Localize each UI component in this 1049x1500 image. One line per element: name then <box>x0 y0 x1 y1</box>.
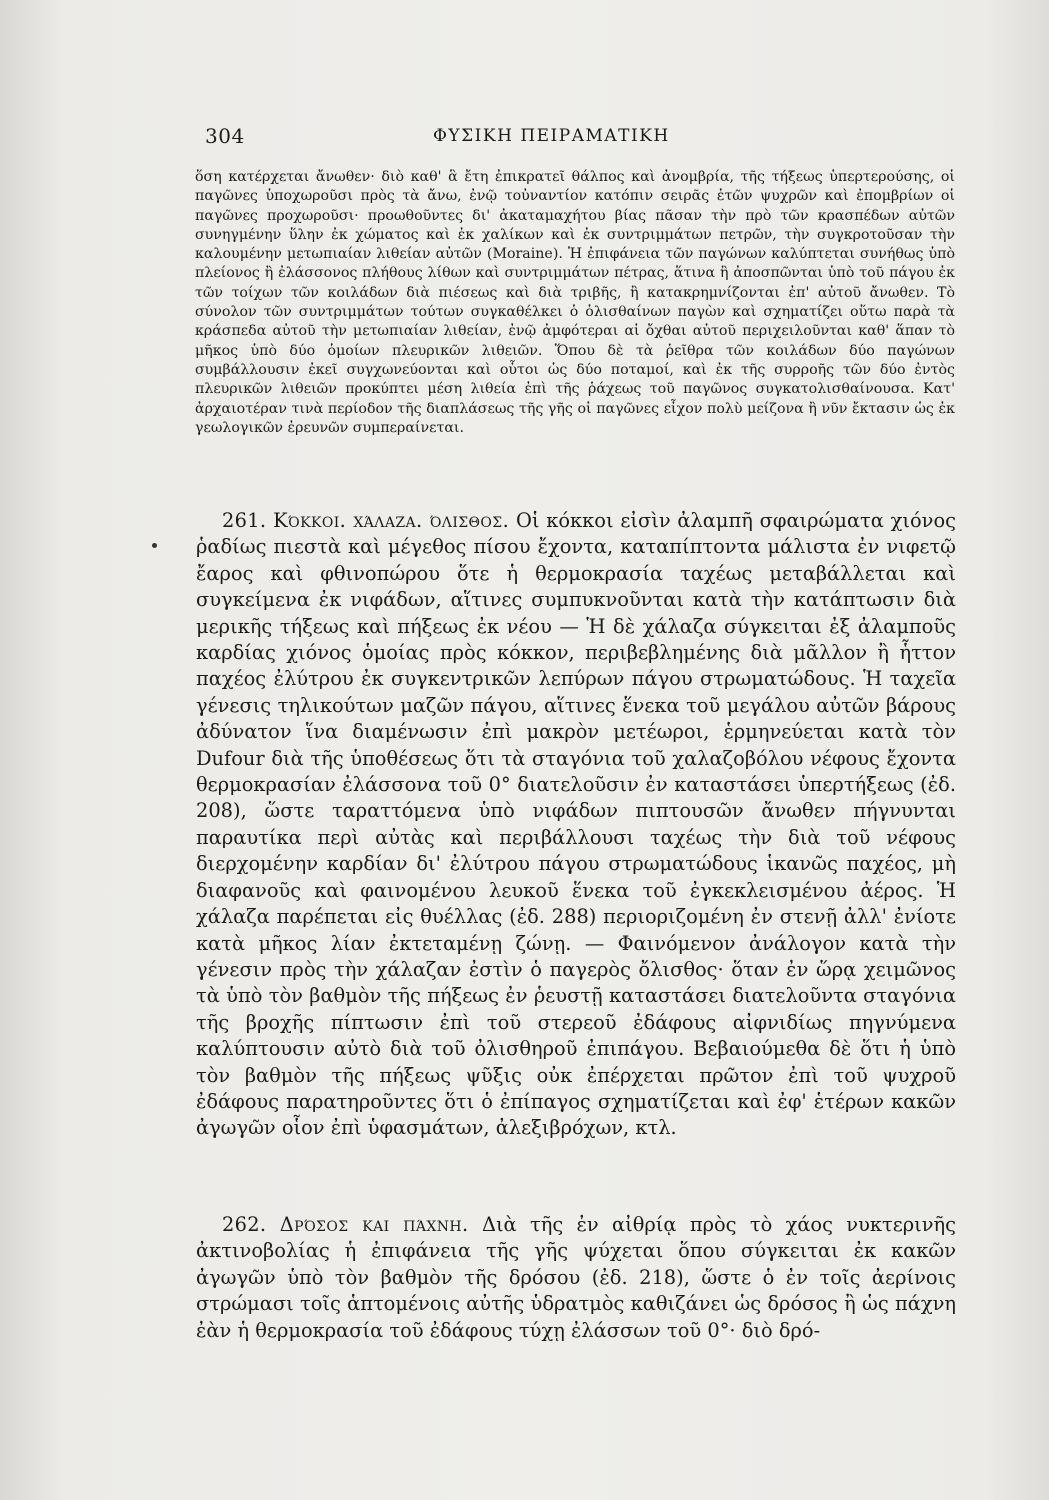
section-text: Οἱ κόκκοι εἰσὶν ἀλαμπῆ σφαιρώματα χιόνος ῥαδίως πιεστὰ καὶ μέγεθος πίσου ἔχοντα, καταπίπτοντα μάλιστα ἐν νιφετῷ ἔαρος καὶ φθινοπώρου ὅτε ἡ θερμοκρασία ταχέως μεταβάλλεται καὶ συγκείμενα ἐκ νιφάδων, αἵτινες συμπυκνοῦνται κατὰ τὴν κατάπτωσιν διὰ μερικῆς τήξεως καὶ πήξεως ἐκ νέου — Ἡ δὲ χάλαζα σύγκειται ἐξ ἀλαμποῦς καρδίας χιόνος ὁμοίας πρὸς κόκκον, περιβεβλημένης διὰ μᾶλλον ἢ ἧττον παχέος ἐλύτρου ἐκ συγκεντρικῶν λεπύρων πάγου στρωματώδους. Ἡ ταχεῖα γένεσις τηλικούτων μαζῶν πάγου, αἵτινες ἕνεκα τοῦ μεγάλου αὐτῶν βάρους ἀδύνατον ἵνα διαμένωσιν ἐπὶ μακρὸν μετέωροι, ἑρμηνεύεται κατὰ τὸν Dufour διὰ τῆς ὑποθέσεως ὅτι τὰ σταγόνια τοῦ χαλαζοβόλου νέφους ἔχοντα θερμοκρασίαν ἐλάσσονα τοῦ 0° διατελοῦσιν ἐν καταστάσει ὑπερτήξεως (ἐδ. 208), ὥστε ταραττόμενα ὑπὸ νιφάδων πιπτουσῶν ἄνωθεν πήγνυνται παραυτίκα περὶ αὐτὰς καὶ περιβάλλουσι ταχέως τὴν διὰ τοῦ νέφους διερχομένην καρδίαν δι' ἐλύτρου πάγου στρωματώδους ἱκανῶς παχέος, μὴ διαφανοῦς καὶ φαινομένου λευκοῦ ἕνεκα τοῦ ἐγκεκλεισμένου ἀέρος. Ἡ χάλαζα παρέπεται εἰς θυέλλας (ἐδ. 288) περιοριζομένη ἐν στενῇ ἀλλ' ἐνίοτε κατὰ μῆκος λίαν ἐκτεταμένῃ ζώνῃ. — Φαινόμενον ἀνάλογον κατὰ τὴν γένεσιν πρὸς τὴν χάλαζαν ἐστὶν ὁ παγερὸς ὄλισθος· ὅταν ἐν ὥρᾳ χειμῶνος τὰ ὑπὸ τὸν βαθμὸν τῆς πήξεως ἐν ῥευστῇ καταστάσει διατελοῦντα σταγόνια τῆς βροχῆς πίπτωσιν ἐπὶ τοῦ στερεοῦ ἐδάφους αἰφνιδίως πηγνύμενα καλύπτουσιν αὐτὸ διὰ τοῦ ὀλισθηροῦ ἐπιπάγου. Βεβαιούμεθα δὲ ὅτι ἡ ὑπὸ τὸν βαθμὸν τῆς πήξεως ψῦξις οὐκ ἐπέρχεται πρῶτον ἐπὶ τοῦ ψυχροῦ ἐδάφους παρατηροῦντες ὅτι ὁ ἐπίπαγος σχηματίζεται καὶ ἐφ' ἑτέρων κακῶν ἀγωγῶν οἷον ἐπὶ ὑφασμάτων, ἀλεξιβρόχων, κτλ. <box>196 509 957 1140</box>
page-header <box>205 124 995 154</box>
section-title: Δρόσος και πάχνη. <box>279 1213 469 1236</box>
margin-dot <box>152 543 157 548</box>
section-262 <box>196 1212 956 1344</box>
small-print-text: ὅση κατέρχεται ἄνωθεν· διὸ καθ' ἃ ἔτη ἐπικρατεῖ θάλπος καὶ ἀνομβρία, τῆς τήξεως ὑπερτερούσης, οἱ παγῶνες ὑποχωροῦσι πρὸς τὰ ἄνω, ἐνῷ τοὐναντίον κατόπιν σειρᾶς ἐτῶν ψυχρῶν καὶ ἐπομβρίων οἱ παγῶνες προχωροῦσι· προωθοῦντες δι' ἀκαταμαχήτου βίας πᾶσαν τὴν πρὸ τῶν κρασπέδων αὐτῶν συνηγμένην ὕλην ἐκ χώματος καὶ ἐκ χαλίκων καὶ ἐκ συντριμμάτων πετρῶν, τὴν συγκροτοῦσαν τὴν καλουμένην μετωπιαίαν λιθείαν αὐτῶν (Moraine). Ἡ ἐπιφάνεια τῶν παγώνων καλύπτεται συνήθως ὑπὸ πλείονος ἢ ἐλάσσονος πλήθους λίθων καὶ συντριμμάτων πέτρας, ἅτινα ἢ ἀποσπῶνται ὑπὸ τοῦ πάγου ἐκ τῶν τοίχων τῶν κοιλάδων διὰ πιέσεως καὶ διὰ τριβῆς, ἢ κατακρημνίζονται ἐπ' αὐτοῦ ἄνωθεν. Τὸ σύνολον τῶν συντριμμάτων τούτων συγκαθέλκει ὁ ὀλισθαίνων παγὼν καὶ σχηματίζει οὕτω παρὰ τὰ κράσπεδα αὐτοῦ τὴν μετωπιαίαν λιθείαν, ἐνῷ ἀμφότεραι αἱ ὄχθαι αὐτοῦ περιχειλοῦνται καθ' ἅπαν τὸ μῆκος ὑπὸ δύο ὁμοίων πλευρικῶν λιθειῶν. Ὅπου δὲ τὰ ῥεῖθρα τῶν κοιλάδων δύο παγώνων συμβάλλουσιν ἐκεῖ συγχωνεύονται καὶ οὗτοι ὡς δύο ποταμοί, καὶ ἐκ τῆς συρροῆς τῶν δύο ἐντὸς πλευρικῶν λιθειῶν προκύπτει μέση λιθεία ἐπὶ τῆς ῥάχεως τοῦ παγῶνος συγκατολισθαίνουσα. Κατ' ἀρχαιοτέραν τινὰ περίοδον τῆς διαπλάσεως τῆς γῆς οἱ παγῶνες εἶχον πολὺ μείζονα ἢ νῦν ἔκτασιν ὡς ἐκ γεωλογικῶν ἐρευνῶν συμπεραίνεται. <box>195 169 955 436</box>
section-261 <box>196 508 956 1142</box>
section-title: Κόκκοι. χάλαζα. όλισθος. <box>273 509 510 532</box>
small-print-paragraph <box>195 168 955 438</box>
section-number: 261. <box>222 509 267 532</box>
running-title: ΦΥΣΙΚΗ ΠΕΙΡΑΜΑΤΙΚΗ <box>433 126 670 146</box>
section-paragraph <box>196 1212 956 1344</box>
page-number: 304 <box>205 124 245 148</box>
section-paragraph <box>196 508 956 1142</box>
section-number: 262. <box>222 1213 267 1236</box>
section-text: Διὰ τῆς ἐν αἰθρίᾳ πρὸς τὸ χάος νυκτερινῆς ἀκτινοβολίας ἡ ἐπιφάνεια τῆς γῆς ψύχεται ὅπου σύγκειται ἐκ κακῶν ἀγωγῶν ὑπὸ τὸν βαθμὸν τῆς δρόσου (ἐδ. 218), ὥστε ὁ ἐν τοῖς ἀερίνοις στρώμασι τοῖς ἁπτομένοις αὐτῆς ὑδρατμὸς καθιζάνει ὡς δρόσος ἢ ὡς πάχνη ἐὰν ἡ θερμοκρασία τοῦ ἐδάφους τύχῃ ἐλάσσων τοῦ 0°· διὸ δρό- <box>196 1213 957 1342</box>
